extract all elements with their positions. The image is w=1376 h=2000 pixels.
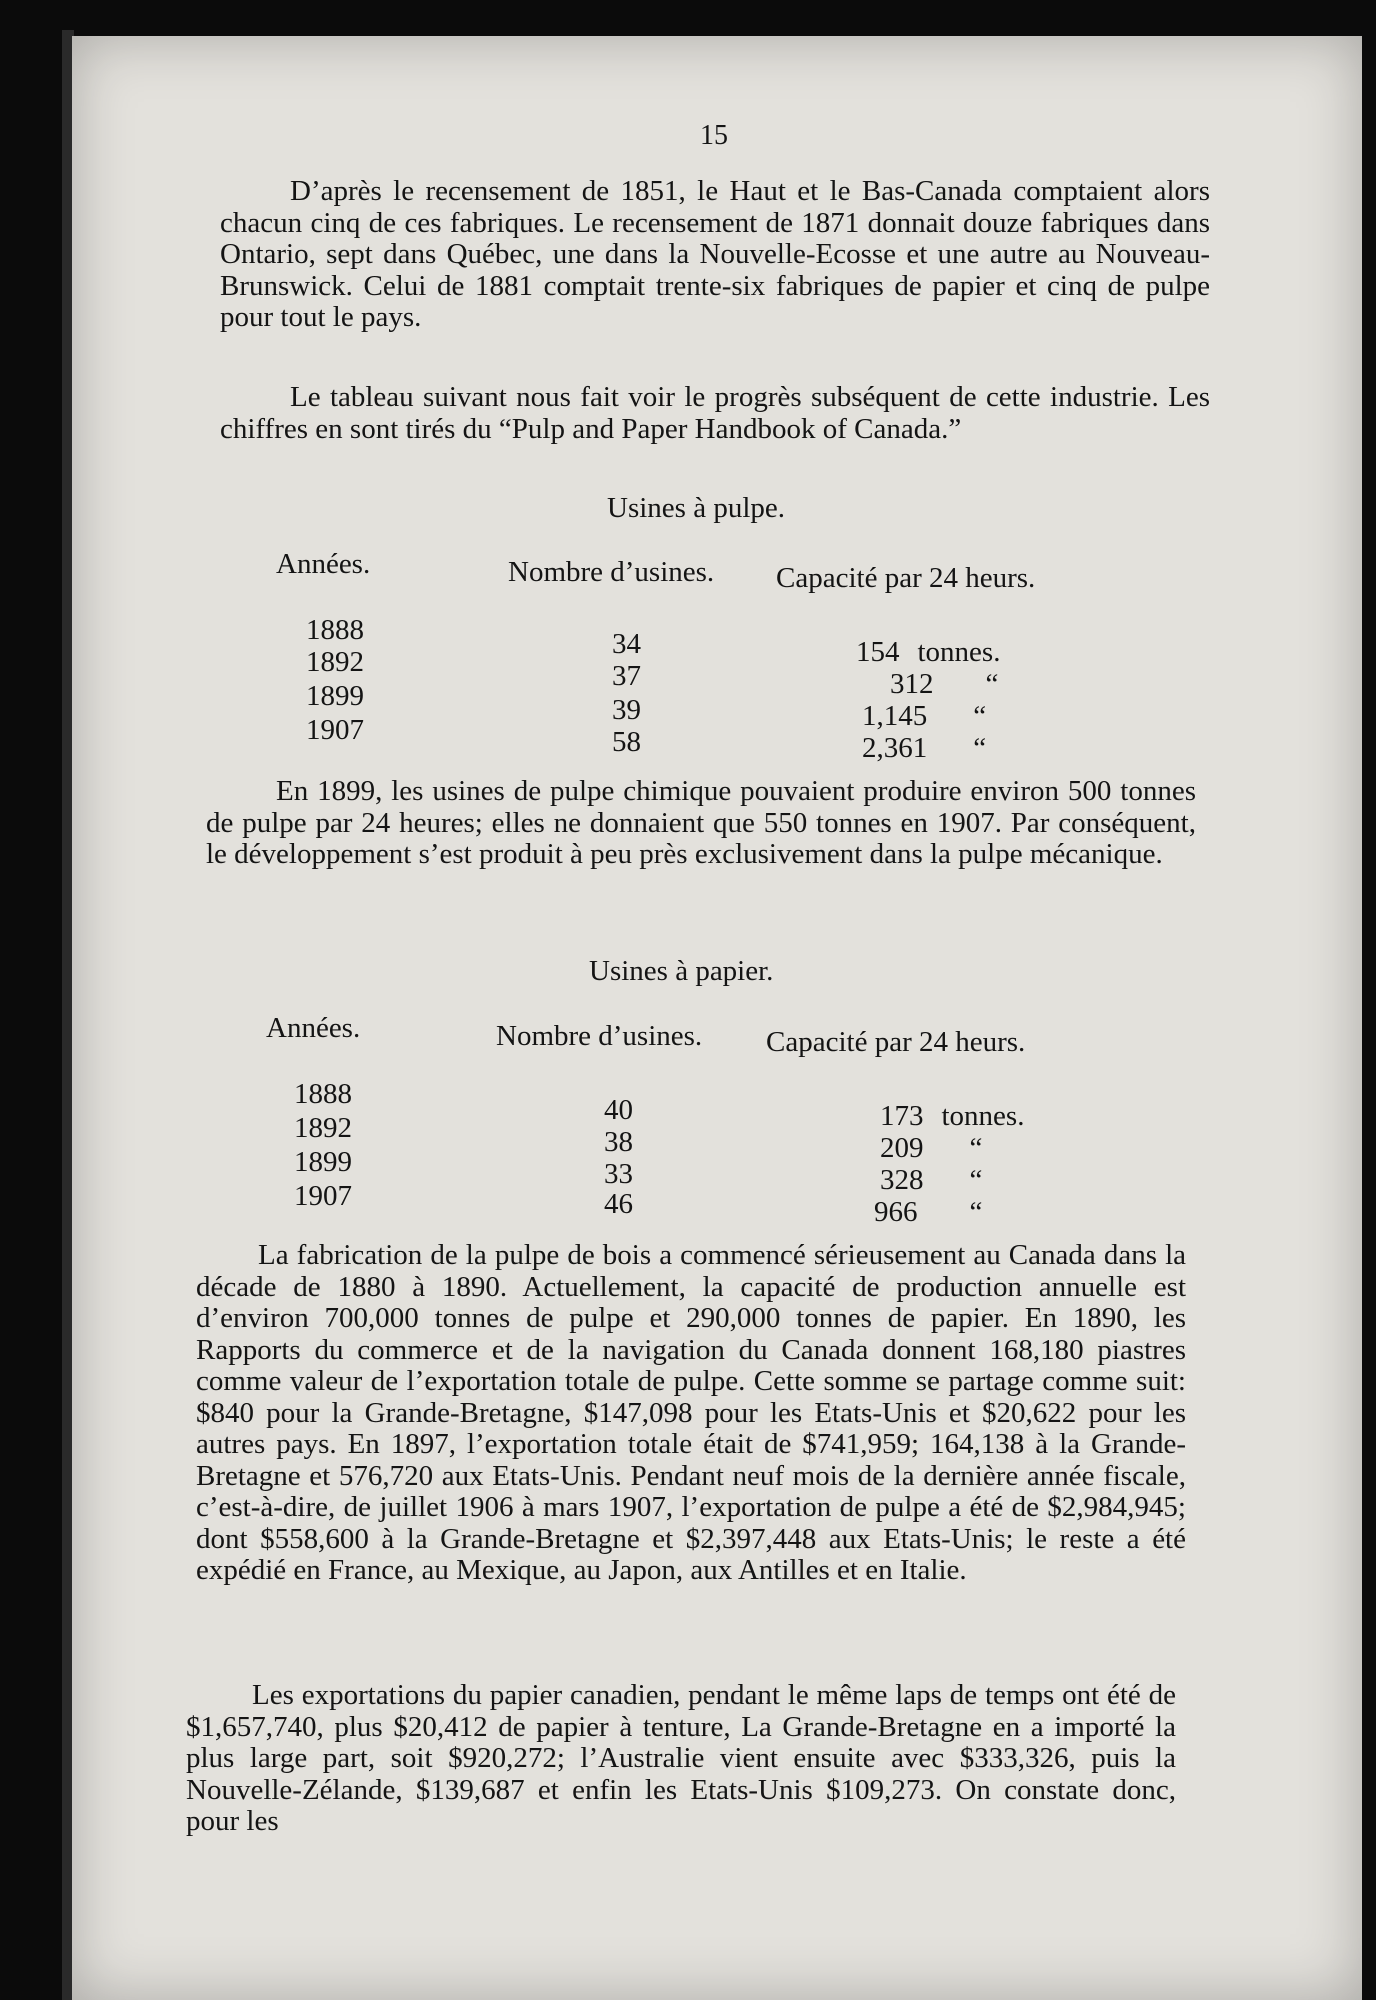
cell-mill-count: 37 <box>612 660 641 692</box>
cell-year: 1907 <box>294 1180 352 1212</box>
capacity-unit: tonnes. <box>917 636 1001 668</box>
cell-capacity <box>880 1164 1060 1197</box>
cell-mill-count: 33 <box>604 1158 633 1190</box>
table-title: Usines à pulpe. <box>607 492 785 524</box>
paragraph-chemical-pulp: En 1899, les usines de pulpe chimique pouvaient produire environ 500 tonnes de pulpe par 24 heures; elles ne donnaient que 550 tonnes en 1907. Par conséquent, le développement s’est produit à peu près exclusivement dans la pulpe mécanique. <box>206 775 1196 870</box>
capacity-unit: “ <box>969 1196 983 1228</box>
cell-year: 1888 <box>306 614 364 646</box>
cell-year: 1907 <box>306 714 364 746</box>
capacity-value: 154 <box>856 636 900 668</box>
cell-capacity <box>862 732 1063 765</box>
cell-capacity <box>862 700 1063 733</box>
paragraph-census: D’après le recensement de 1851, le Haut et le Bas-Canada comptaient alors chacun cinq de ces fabriques. Le recensement de 1871 donnait douze fabriques dans Ontario, sept dans Québec, une dans la Nouvelle-Ecosse et une autre au Nouveau-Brunswick. Celui de 1881 comptait trente-six fabriques de papier et cinq de pulpe pour tout le pays. <box>220 175 1210 333</box>
table-title: Usines à papier. <box>589 955 774 987</box>
capacity-value: 2,361 <box>862 732 928 764</box>
cell-year: 1892 <box>294 1112 352 1144</box>
capacity-value: 966 <box>874 1196 918 1228</box>
capacity-value: 328 <box>880 1164 924 1196</box>
capacity-unit: “ <box>973 700 987 732</box>
paragraph-table-intro: Le tableau suivant nous fait voir le progrès subséquent de cette industrie. Les chiffres en sont tirés du “Pulp and Paper Handbook of Canada.” <box>220 381 1210 445</box>
column-header-mill-count: Nombre d’usines. <box>496 1020 703 1052</box>
cell-mill-count: 40 <box>604 1094 633 1126</box>
cell-mill-count: 38 <box>604 1126 633 1158</box>
cell-capacity <box>880 1100 1032 1133</box>
capacity-value: 312 <box>890 668 934 700</box>
cell-capacity <box>874 1196 1060 1229</box>
column-header-capacity: Capacité par 24 heurs. <box>766 1026 1026 1058</box>
capacity-unit: “ <box>969 1132 983 1164</box>
column-header-capacity: Capacité par 24 heurs. <box>776 562 1036 594</box>
cell-year: 1888 <box>294 1078 352 1110</box>
cell-mill-count: 58 <box>612 726 641 758</box>
capacity-unit: tonnes. <box>941 1100 1025 1132</box>
column-header-years: Années. <box>276 548 371 580</box>
paragraph-paper-exports: Les exportations du papier canadien, pendant le même laps de temps ont été de $1,657,740, plus $20,412 de papier à tenture, La Grande-Bretagne en a importé la plus large part, soit $920,272; l’Australie vient ensuite avec $333,326, puis la Nouvelle-Zélande, $139,687 et enfin les Etats-Unis $109,273. On constate donc, pour les <box>186 1679 1176 1837</box>
cell-capacity <box>890 668 1076 701</box>
page-number: 15 <box>700 120 728 151</box>
column-header-mill-count: Nombre d’usines. <box>508 556 715 588</box>
paragraph-pulp-exports: La fabrication de la pulpe de bois a commencé sérieusement au Canada dans la décade de 1880 à 1890. Actuellement, la capacité de production annuelle est d’environ 700,000 tonnes de pulpe et 290,000 tonnes de papier. En 1890, les Rapports du commerce et de la navigation du Canada donnent 168,180 piastres comme valeur de l’exportation totale de pulpe. Cette somme se partage comme suit: $840 pour la Grande-Bretagne, $147,098 pour les Etats-Unis et $20,622 pour les autres pays. En 1897, l’exportation totale était de $741,959; 164,138 à la Grande-Bretagne et 576,720 aux Etats-Unis. Pendant neuf mois de la dernière année fiscale, c’est-à-dire, de juillet 1906 à mars 1907, l’exportation de pulpe a été de $2,984,945; dont $558,600 à la Grande-Bretagne et $2,397,448 aux Etats-Unis; le reste a été expédié en France, au Mexique, au Japon, aux Antilles et en Italie. <box>196 1239 1186 1586</box>
capacity-value: 173 <box>880 1100 924 1132</box>
capacity-unit: “ <box>985 668 999 700</box>
cell-capacity <box>856 636 1008 669</box>
capacity-unit: “ <box>969 1164 983 1196</box>
cell-mill-count: 46 <box>604 1188 633 1220</box>
column-header-years: Années. <box>266 1012 361 1044</box>
cell-year: 1899 <box>306 680 364 712</box>
cell-capacity <box>880 1132 1060 1165</box>
capacity-unit: “ <box>973 732 987 764</box>
cell-mill-count: 34 <box>612 628 641 660</box>
cell-year: 1899 <box>294 1146 352 1178</box>
capacity-value: 209 <box>880 1132 924 1164</box>
cell-mill-count: 39 <box>612 694 641 726</box>
capacity-value: 1,145 <box>862 700 928 732</box>
cell-year: 1892 <box>306 646 364 678</box>
